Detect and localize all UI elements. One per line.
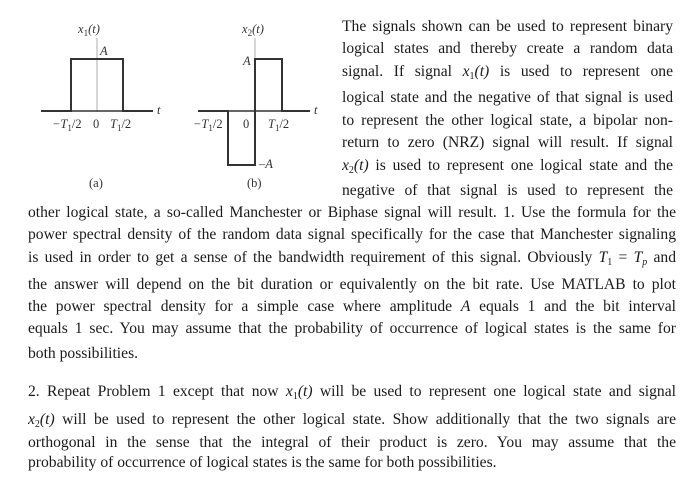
text-line: probability of occurrence of logical states is the same for both possibilities. [28, 454, 497, 471]
text-line: The signals shown can be used to represent binary [342, 18, 673, 35]
text-line: the answer will depend on the bit duration or equivalently on the bit rate. Use MATLAB to plot [28, 276, 676, 293]
text-line: return to zero (NRZ) signal will result. If signal [342, 134, 673, 151]
text-line: equals 1 sec. You may assume that the probability of occurrence of logical states is the same for [28, 320, 676, 337]
text-line: is used in order to get a sense of the bandwidth requirement of this signal. Obviously $T_1 = T_p$ and [28, 249, 676, 268]
pos-half-label-b: $T_1/2$ [268, 117, 290, 133]
neg-amplitude-label-b: –A [259, 157, 273, 171]
text-line: the power spectral density for a simple case where amplitude A equals 1 and the bit interval [28, 298, 676, 315]
neg-half-label-a: $-T_1/2$ [52, 117, 82, 133]
text-line: to represent the other logical state, a bipolar non- [342, 112, 673, 129]
ylabel-a: $x_1(t)$ [78, 22, 100, 38]
text-line: power spectral density of the random data signal specifically for the case that Manchester signaling [28, 226, 676, 243]
text-line: negative of that signal is used to represent the [342, 182, 673, 199]
text-line: logical states and thereby create a random data [342, 40, 673, 57]
text-line: $x_2(t)$ is used to represent one logical state and the [342, 157, 673, 176]
text-line: 2. Repeat Problem 1 except that now $x_1(t)$ will be used to represent one logical state and signal [28, 383, 676, 402]
text-line: both possibilities. [28, 345, 139, 362]
text-line: $x_2(t)$ will be used to represent the other logical state. Show additionally that the two signals are [28, 411, 676, 430]
text-line: signal. If signal $x_1(t)$ is used to represent one [342, 63, 673, 82]
figure-b [193, 22, 318, 190]
pos-half-label-a: $T_1/2$ [110, 117, 132, 133]
amplitude-label-b: A [243, 54, 251, 68]
caption-a: (a) [89, 176, 103, 190]
signal-figure [0, 0, 340, 200]
neg-half-label-b: $-T_1/2$ [193, 117, 223, 133]
text-line: other logical state, a so-called Manchester or Biphase signal will result. 1. Use the formula for the [28, 204, 676, 221]
figure-a [41, 22, 161, 190]
caption-b: (b) [247, 176, 262, 190]
text-line: logical state and the negative of that signal is used [342, 89, 673, 106]
zero-label-b: 0 [243, 117, 250, 131]
ylabel-b: $x_2(t)$ [242, 22, 264, 38]
amplitude-label-a: A [100, 44, 108, 58]
t-label-a: t [157, 103, 161, 117]
pulse-b [198, 59, 310, 165]
t-label-b: t [314, 103, 318, 117]
text-line: orthogonal in the sense that the integral of their product is zero. You may assume that the [28, 434, 676, 451]
zero-label-a: 0 [93, 117, 100, 131]
